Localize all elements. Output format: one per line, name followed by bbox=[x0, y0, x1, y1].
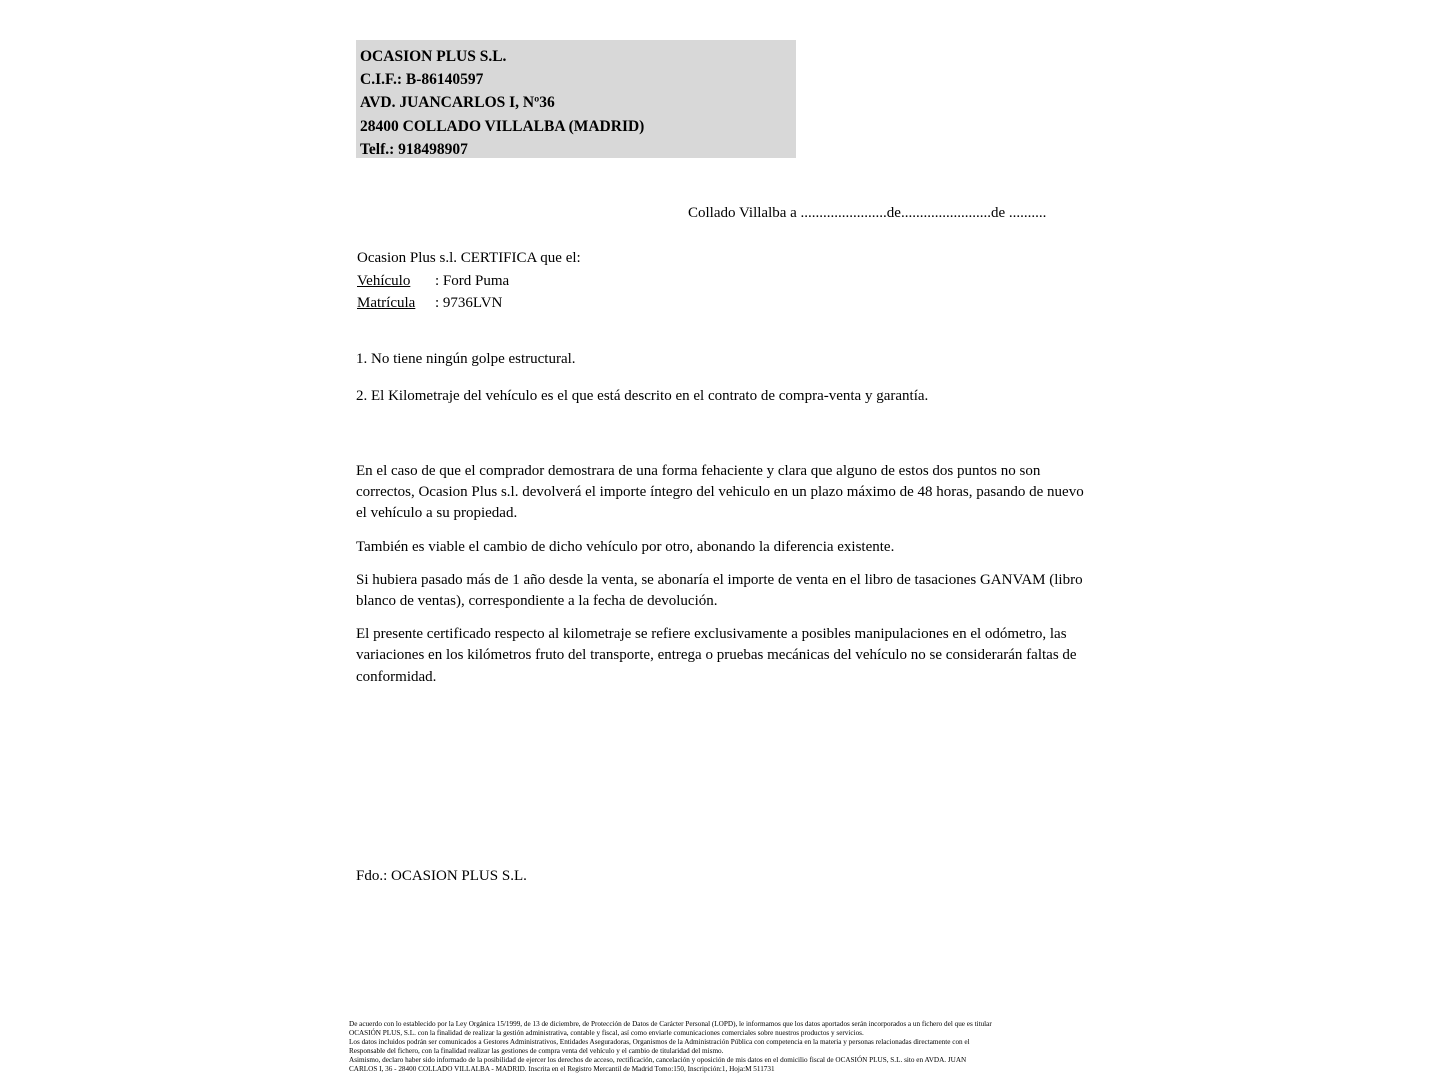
paragraph-exchange: También es viable el cambio de dicho vehículo por otro, abonando la diferencia existente. bbox=[356, 538, 895, 555]
vehicle-value: : Ford Puma bbox=[435, 272, 510, 289]
plate-value: : 9736LVN bbox=[435, 295, 503, 311]
vehicle-label-wrap bbox=[357, 270, 435, 293]
company-name: OCASION PLUS S.L. bbox=[360, 48, 507, 65]
company-address: AVD. JUANCARLOS I, Nº36 bbox=[360, 94, 555, 112]
plate-row bbox=[357, 292, 581, 315]
footer-line: De acuerdo con lo establecido por la Ley Orgánica 15/1999, de 13 de diciembre, de Protección de Datos de Carácter Personal (LOPD), le informamos que los datos aportados serán incorporados a un fichero del que es titular bbox=[349, 1020, 992, 1028]
date-line: Collado Villalba a .......................de........................de .......... bbox=[688, 205, 1047, 221]
signature-line: Fdo.: OCASION PLUS S.L. bbox=[356, 868, 527, 884]
clause-1: 1. No tiene ningún golpe estructural. bbox=[356, 351, 576, 367]
plate-label-wrap bbox=[357, 292, 435, 315]
vehicle-row bbox=[357, 270, 581, 293]
vehicle-label: Vehículo bbox=[357, 272, 411, 289]
company-cif: C.I.F.: B-86140597 bbox=[360, 71, 484, 89]
footer-line: Los datos incluidos podrán ser comunicados a Gestores Administrativos, Entidades Aseguradoras, Organismos de la Administración Pública con competencia en la materia y personas relacionadas directamente con el bbox=[349, 1037, 970, 1046]
paragraph-ganvam: Si hubiera pasado más de 1 año desde la venta, se abonaría el importe de venta en el libro de tasaciones GANVAM (libro blanco de ventas), correspondiente a la fecha de devolución. bbox=[356, 571, 1083, 610]
footer-line: Responsable del fichero, con la finalidad realizar las gestiones de compra venta del vehículo y el cambio de titularidad del mismo. bbox=[349, 1046, 724, 1055]
legal-footer bbox=[349, 1020, 1097, 1073]
footer-line: CARLOS I, 36 - 28400 COLLADO VILLALBA - MADRID. Inscrita en el Registro Mercantil de Madrid Tomo:150, Inscripción:1, Hoja:M 511731 bbox=[349, 1064, 775, 1073]
paragraph-odometer: El presente certificado respecto al kilometraje se refiere exclusivamente a posibles manipulaciones en el odómetro, las variaciones en los kilómetros fruto del transporte, entrega o pruebas mecánicas del vehículo no se considerarán faltas de conformidad. bbox=[356, 626, 1077, 685]
company-header-box bbox=[356, 40, 796, 158]
footer-line: Asimismo, declaro haber sido informado de la posibilidad de ejercer los derechos de acceso, rectificación, cancelación y oposición de mis datos en el domicilio fiscal de OCASIÓN PLUS, S.L. sito en AVDA. JUAN bbox=[349, 1055, 967, 1064]
clause-2: 2. El Kilometraje del vehículo es el que está descrito en el contrato de compra-venta y garantía. bbox=[356, 388, 929, 404]
paragraph-refund: En el caso de que el comprador demostrara de una forma fehaciente y clara que alguno de estos dos puntos no son correctos, Ocasion Plus s.l. devolverá el importe íntegro del vehiculo en un plazo máximo de 48 horas, pasando de nuevo el vehículo a su propiedad. bbox=[356, 463, 1084, 522]
company-phone: Telf.: 918498907 bbox=[360, 140, 468, 158]
body-paragraphs bbox=[356, 461, 1090, 700]
certify-intro: Ocasion Plus s.l. CERTIFICA que el: bbox=[357, 250, 581, 266]
plate-label: Matrícula bbox=[357, 295, 416, 311]
footer-line: OCASIÓN PLUS, S.L. con la finalidad de realizar la gestión administrativa, contable y fiscal, así como enviarle comunicaciones comerciales sobre nuestros productos y servicios. bbox=[349, 1028, 864, 1037]
certify-block bbox=[357, 247, 581, 315]
company-city: 28400 COLLADO VILLALBA (MADRID) bbox=[360, 117, 645, 135]
